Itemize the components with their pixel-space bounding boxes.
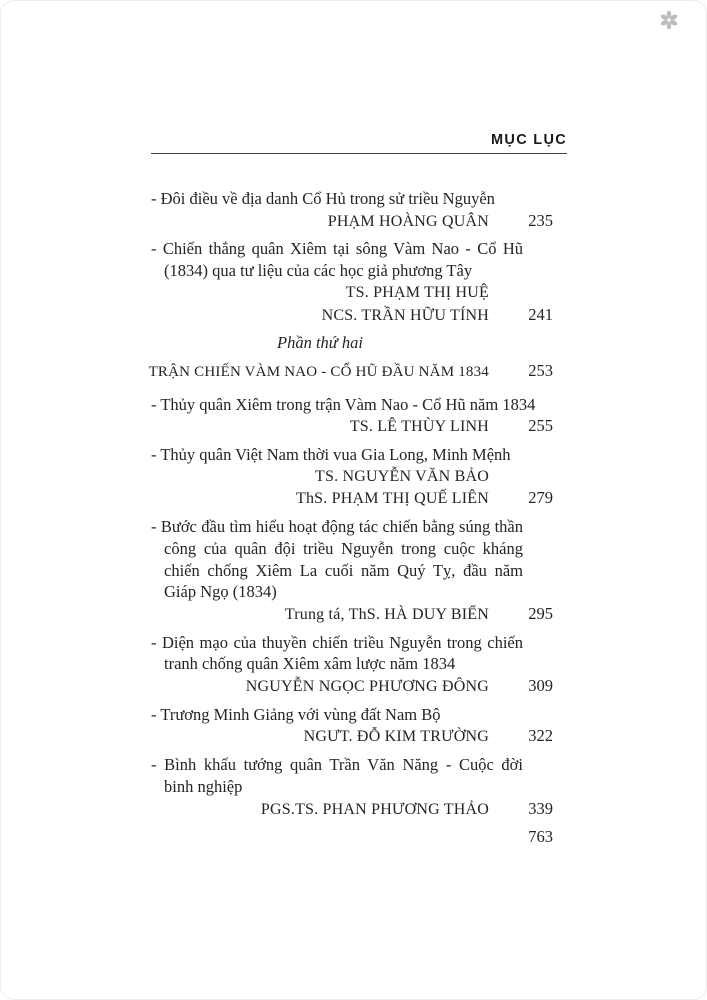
entry-title: [151, 444, 523, 466]
entry-author: PGS.TS. PHAN PHƯƠNG THẢO: [260, 800, 489, 818]
entry-author-row: [151, 603, 553, 626]
entry-title-line: - Trương Minh Giảng với vùng đất Nam Bộ: [151, 704, 441, 724]
entry-author-row: [151, 725, 553, 748]
entry-author: PHẠM HOÀNG QUÂN: [327, 212, 489, 230]
entry-title-line: - Diện mạo của thuyền chiến triều Nguyễn trong chiến: [151, 632, 523, 652]
entry-page-number: 309: [528, 676, 553, 696]
toc-entry: [151, 238, 553, 326]
entry-author-row: [151, 466, 553, 488]
flower-icon: [659, 10, 679, 30]
entry-author-row: [151, 210, 553, 233]
entry-title-line: - Bước đầu tìm hiểu hoạt động tác chiến bằng súng thần: [151, 517, 523, 537]
entry-page-number: 322: [528, 726, 553, 746]
entry-author-row: [151, 675, 553, 698]
toc-entry: [151, 754, 553, 820]
section-kicker-row: [151, 332, 553, 354]
entry-page-number: 339: [528, 798, 553, 818]
entry-page-number: 255: [528, 416, 553, 436]
entry-author: NGUYỄN NGỌC PHƯƠNG ĐÔNG: [245, 678, 489, 696]
entry-title-line: - Chiến thắng quân Xiêm tại sông Vàm Nao - Cổ Hũ: [151, 239, 523, 259]
page-header: [151, 132, 567, 154]
entry-author-row: [151, 304, 553, 327]
entry-author-row: [151, 415, 553, 438]
page-title: MỤC LỤC: [491, 132, 567, 148]
entry-title-line: binh nghiệp: [164, 776, 243, 796]
entry-title-line: - Thủy quân Việt Nam thời vua Gia Long, Minh Mệnh: [151, 445, 511, 465]
toc-entry: [151, 632, 553, 698]
entry-title: [151, 188, 523, 210]
section-title: TRẬN CHIẾN VÀM NAO - CỔ HŨ ĐẦU NĂM 1834: [148, 363, 489, 380]
toc-entry: [151, 394, 553, 438]
toc-entry: [151, 704, 553, 748]
entry-title: [151, 394, 536, 416]
entry-title-line: - Đôi điều về địa danh Cổ Hủ trong sử triều Nguyễn: [151, 189, 495, 208]
entry-title-line: - Bình khấu tướng quân Trần Văn Năng - Cuộc đời: [151, 755, 523, 775]
toc-entry: [151, 516, 553, 626]
entry-title-line: Giáp Ngọ (1834): [164, 582, 277, 602]
entry-page-number: 279: [528, 488, 553, 508]
entry-title-line: (1834) qua tư liệu của các học giả phương Tây: [164, 261, 473, 281]
section-page-number: 253: [528, 360, 553, 380]
entry-author: NCS. TRẦN HỮU TÍNH: [321, 306, 489, 324]
entry-title: [151, 754, 523, 797]
entry-title-line: công của quân đội triều Nguyễn trong cuộc kháng: [164, 538, 523, 558]
entry-title-line: - Thủy quân Xiêm trong trận Vàm Nao - Cổ Hũ năm 1834: [151, 394, 536, 414]
entry-author: TS. PHẠM THỊ HUỆ: [345, 283, 489, 301]
entry-page-number: 241: [528, 304, 553, 324]
section-title-row: [148, 360, 553, 384]
entry-author: NGƯT. ĐỖ KIM TRƯỜNG: [303, 728, 489, 746]
toc-section: [148, 332, 553, 383]
toc-entry: [151, 444, 553, 510]
entry-author-row: [151, 282, 553, 304]
folio-page-number: 763: [528, 827, 553, 846]
entry-author-row: [151, 798, 553, 821]
entry-author: Trung tá, ThS. HÀ DUY BIỂN: [284, 605, 489, 623]
entry-title: [151, 632, 523, 675]
entry-page-number: 295: [528, 603, 553, 623]
entry-page-number: 235: [528, 210, 553, 230]
entry-author: TS. LÊ THÙY LINH: [349, 418, 489, 436]
entry-author-row: [151, 487, 553, 510]
entry-title-line: chiến chống Xiêm La cuối năm Quý Tỵ, đầu năm: [164, 560, 523, 580]
entry-title-line: tranh chống quân Xiêm xâm lược năm 1834: [164, 654, 456, 674]
toc-list: [148, 188, 553, 826]
entry-author: TS. NGUYỄN VĂN BẢO: [315, 467, 489, 485]
entry-title: [151, 704, 523, 726]
entry-title: [151, 516, 523, 603]
entry-title: [151, 238, 523, 281]
toc-entry: [151, 188, 553, 232]
section-kicker: Phần thứ hai: [277, 333, 363, 353]
entry-author: ThS. PHẠM THỊ QUẾ LIÊN: [296, 490, 489, 508]
